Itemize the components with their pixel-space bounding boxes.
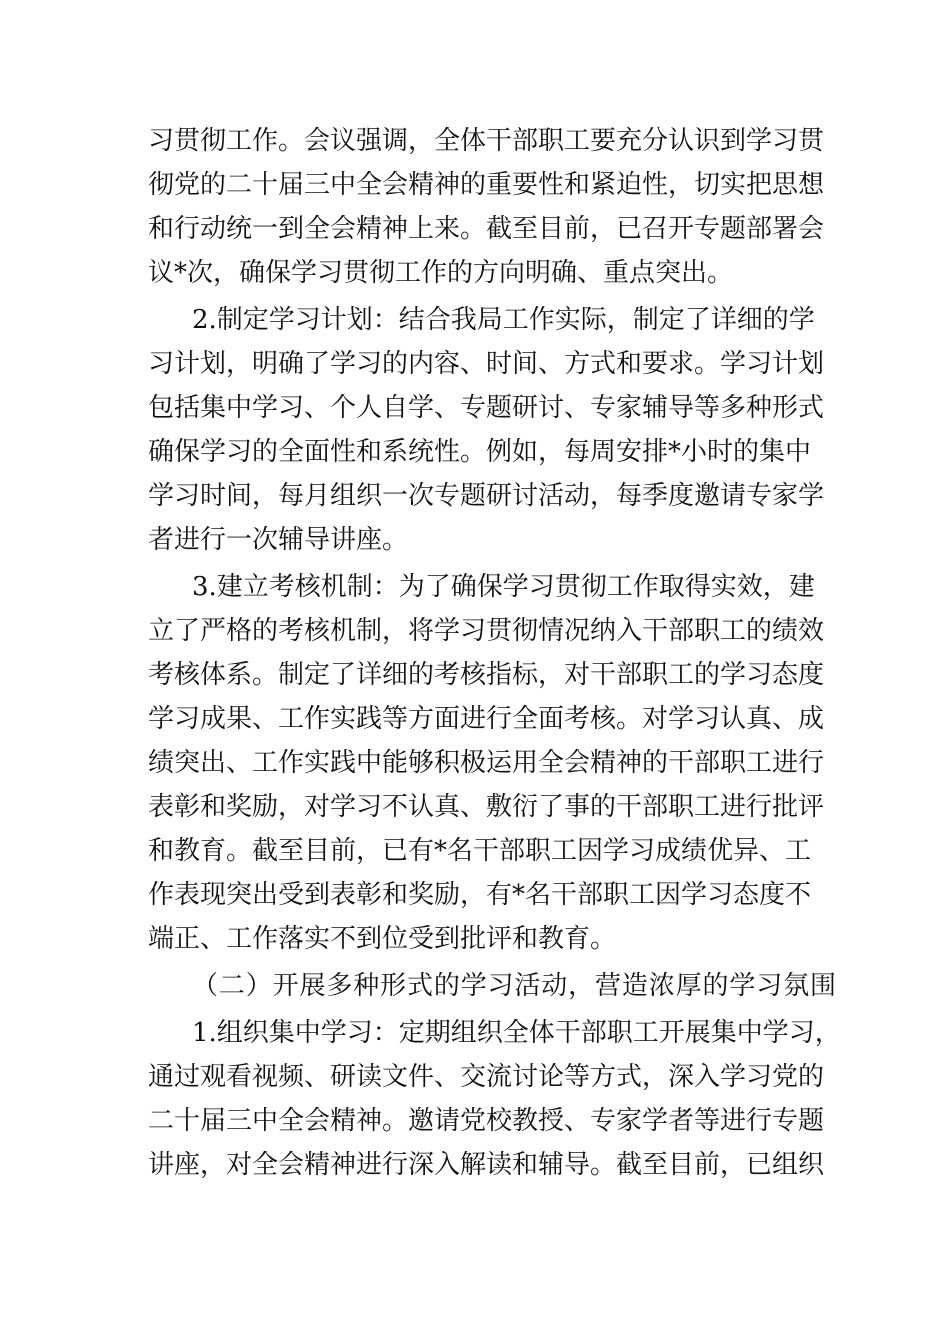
text-line: 讲座，对全会精神进行深入解读和辅导。截至目前，已组织 [148, 1150, 825, 1180]
text-line: 考核体系。制定了详细的考核指标，对干部职工的学习态度 [148, 660, 825, 690]
text-line: 者进行一次辅导讲座。 [148, 525, 409, 555]
text-line: 包括集中学习、个人自学、专题研讨、专家辅导等多种形式 [148, 393, 825, 423]
text-line: 立了严格的考核机制，将学习贯彻情况纳入干部职工的绩效 [148, 616, 825, 646]
text-line: 通过观看视频、研读文件、交流讨论等方式，深入学习党的 [148, 1062, 825, 1092]
text-line: 和教育。截至目前，已有*名干部职工因学习成绩优异、工 [148, 836, 812, 866]
text-line: 议*次，确保学习贯彻工作的方向明确、重点突出。 [148, 258, 734, 288]
text-line: 作表现突出受到表彰和奖励，有*名干部职工因学习态度不 [148, 880, 812, 910]
text-line: 确保学习的全面性和系统性。例如，每周安排*小时的集中 [148, 437, 812, 467]
section-heading: （二）开展多种形式的学习活动，营造浓厚的学习氛围 [192, 971, 836, 1001]
text-line: 端正、工作落实不到位受到批评和教育。 [148, 924, 617, 954]
text-line: 彻党的二十届三中全会精神的重要性和紧迫性，切实把思想 [148, 170, 825, 200]
text-line: 二十届三中全会精神。邀请党校教授、专家学者等进行专题 [148, 1106, 825, 1136]
paragraph-start-line: 2.制定学习计划：结合我局工作实际，制定了详细的学 [192, 305, 815, 335]
text-line: 习贯彻工作。会议强调，全体干部职工要充分认识到学习贯 [148, 126, 825, 156]
text-line: 表彰和奖励，对学习不认真、敷衍了事的干部职工进行批评 [148, 792, 825, 822]
paragraph-start-line: 3.建立考核机制：为了确保学习贯彻工作取得实效，建 [192, 572, 815, 602]
paragraph-start-line: 1.组织集中学习：定期组织全体干部职工开展集中学习， [192, 1018, 841, 1048]
text-line: 习计划，明确了学习的内容、时间、方式和要求。学习计划 [148, 349, 825, 379]
text-line: 绩突出、工作实践中能够积极运用全会精神的干部职工进行 [148, 748, 825, 778]
text-line: 和行动统一到全会精神上来。截至目前，已召开专题部署会 [148, 214, 825, 244]
text-line: 学习成果、工作实践等方面进行全面考核。对学习认真、成 [148, 704, 825, 734]
text-line: 学习时间，每月组织一次专题研讨活动，每季度邀请专家学 [148, 481, 825, 511]
